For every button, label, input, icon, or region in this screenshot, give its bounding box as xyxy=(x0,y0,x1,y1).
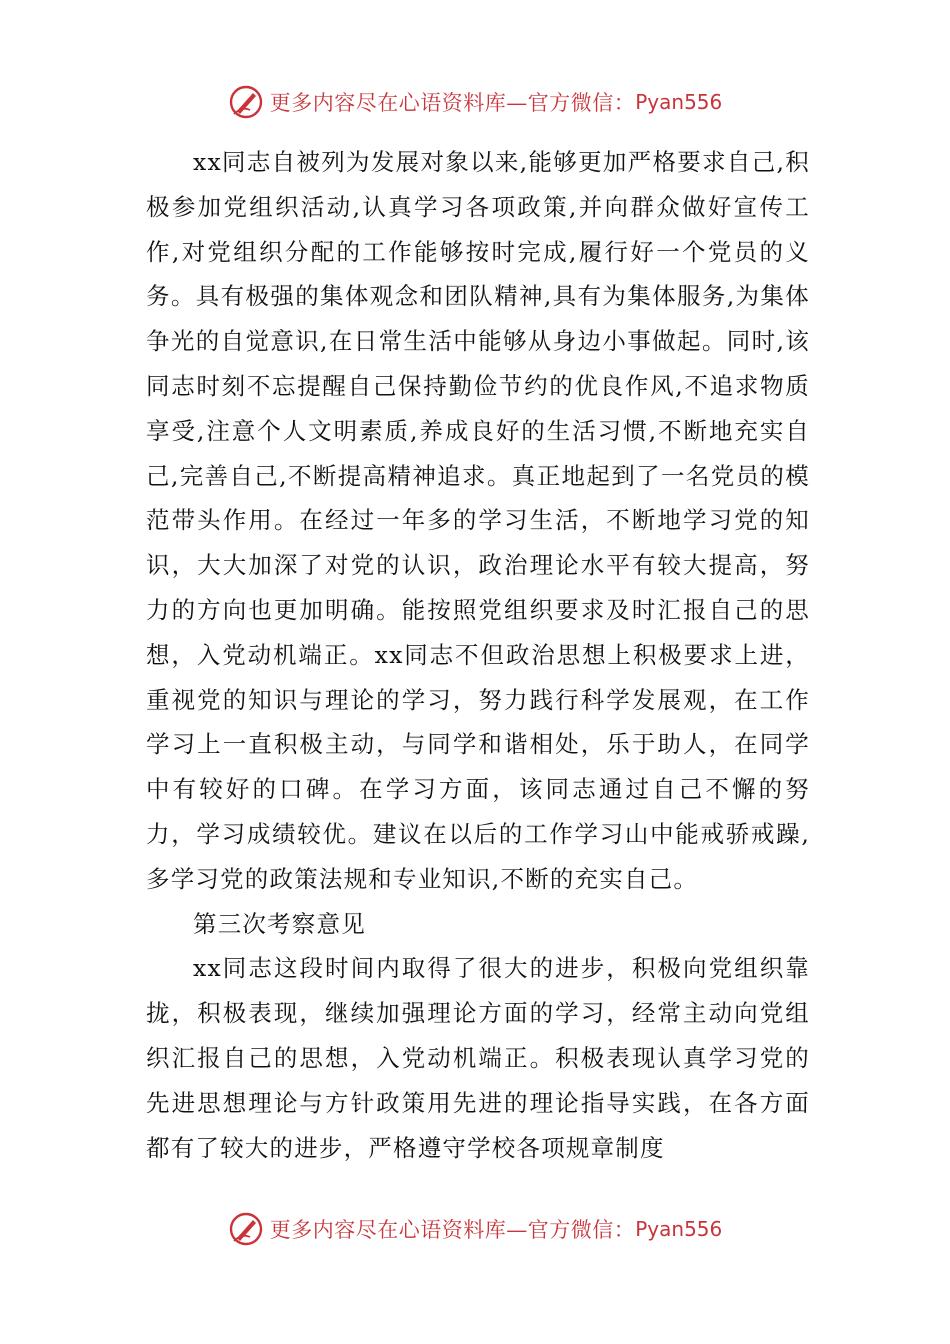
pen-circle-logo-icon xyxy=(228,84,264,120)
banner-text: 更多内容尽在心语资料库—官方微信： xyxy=(269,1218,636,1242)
banner-handle: Pyan556 xyxy=(635,90,723,114)
document-body xyxy=(146,140,810,1170)
pen-circle-logo-icon xyxy=(228,1211,264,1247)
footer-banner xyxy=(0,1209,950,1249)
banner-handle: Pyan556 xyxy=(635,1217,723,1241)
banner-text: 更多内容尽在心语资料库—官方微信： xyxy=(269,91,636,115)
paragraph-1: xx同志自被列为发展对象以来,能够更加严格要求自己,积极参加党组织活动,认真学习各项政策,并向群众做好宣传工作,对党组织分配的工作能够按时完成,履行好一个党员的义务。具有极强的集体观念和团队精神,具有为集体服务,为集体争光的自觉意识,在日常生活中能够从身边小事做起。同时,该同志时刻不忘提醒自己保持勤俭节约的优良作风,不追求物质享受,注意个人文明素质,养成良好的生活习惯,不断地充实自己,完善自己,不断提高精神追求。真正地起到了一名党员的模范带头作用。在经过一年多的学习生活，不断地学习党的知识，大大加深了对党的认识，政治理论水平有较大提高，努力的方向也更加明确。能按照党组织要求及时汇报自己的思想，入党动机端正。xx同志不但政治思想上积极要求上进，重视党的知识与理论的学习，努力践行科学发展观，在工作学习上一直积极主动，与同学和谐相处，乐于助人，在同学中有较好的口碑。在学习方面，该同志通过自己不懈的努力，学习成绩较优。建议在以后的工作学习山中能戒骄戒躁,多学习党的政策法规和专业知识,不断的充实自己。 xyxy=(146,148,810,893)
paragraph-2: xx同志这段时间内取得了很大的进步，积极向党组织靠拢，积极表现，继续加强理论方面的学习，经常主动向党组织汇报自己的思想，入党动机端正。积极表现认真学习党的先进思想理论与方针政策用先进的理论指导实践，在各方面都有了较大的进步，严格遵守学校各项规章制度 xyxy=(146,954,810,1162)
header-banner xyxy=(0,82,950,122)
section-heading: 第三次考察意见 xyxy=(193,909,366,938)
